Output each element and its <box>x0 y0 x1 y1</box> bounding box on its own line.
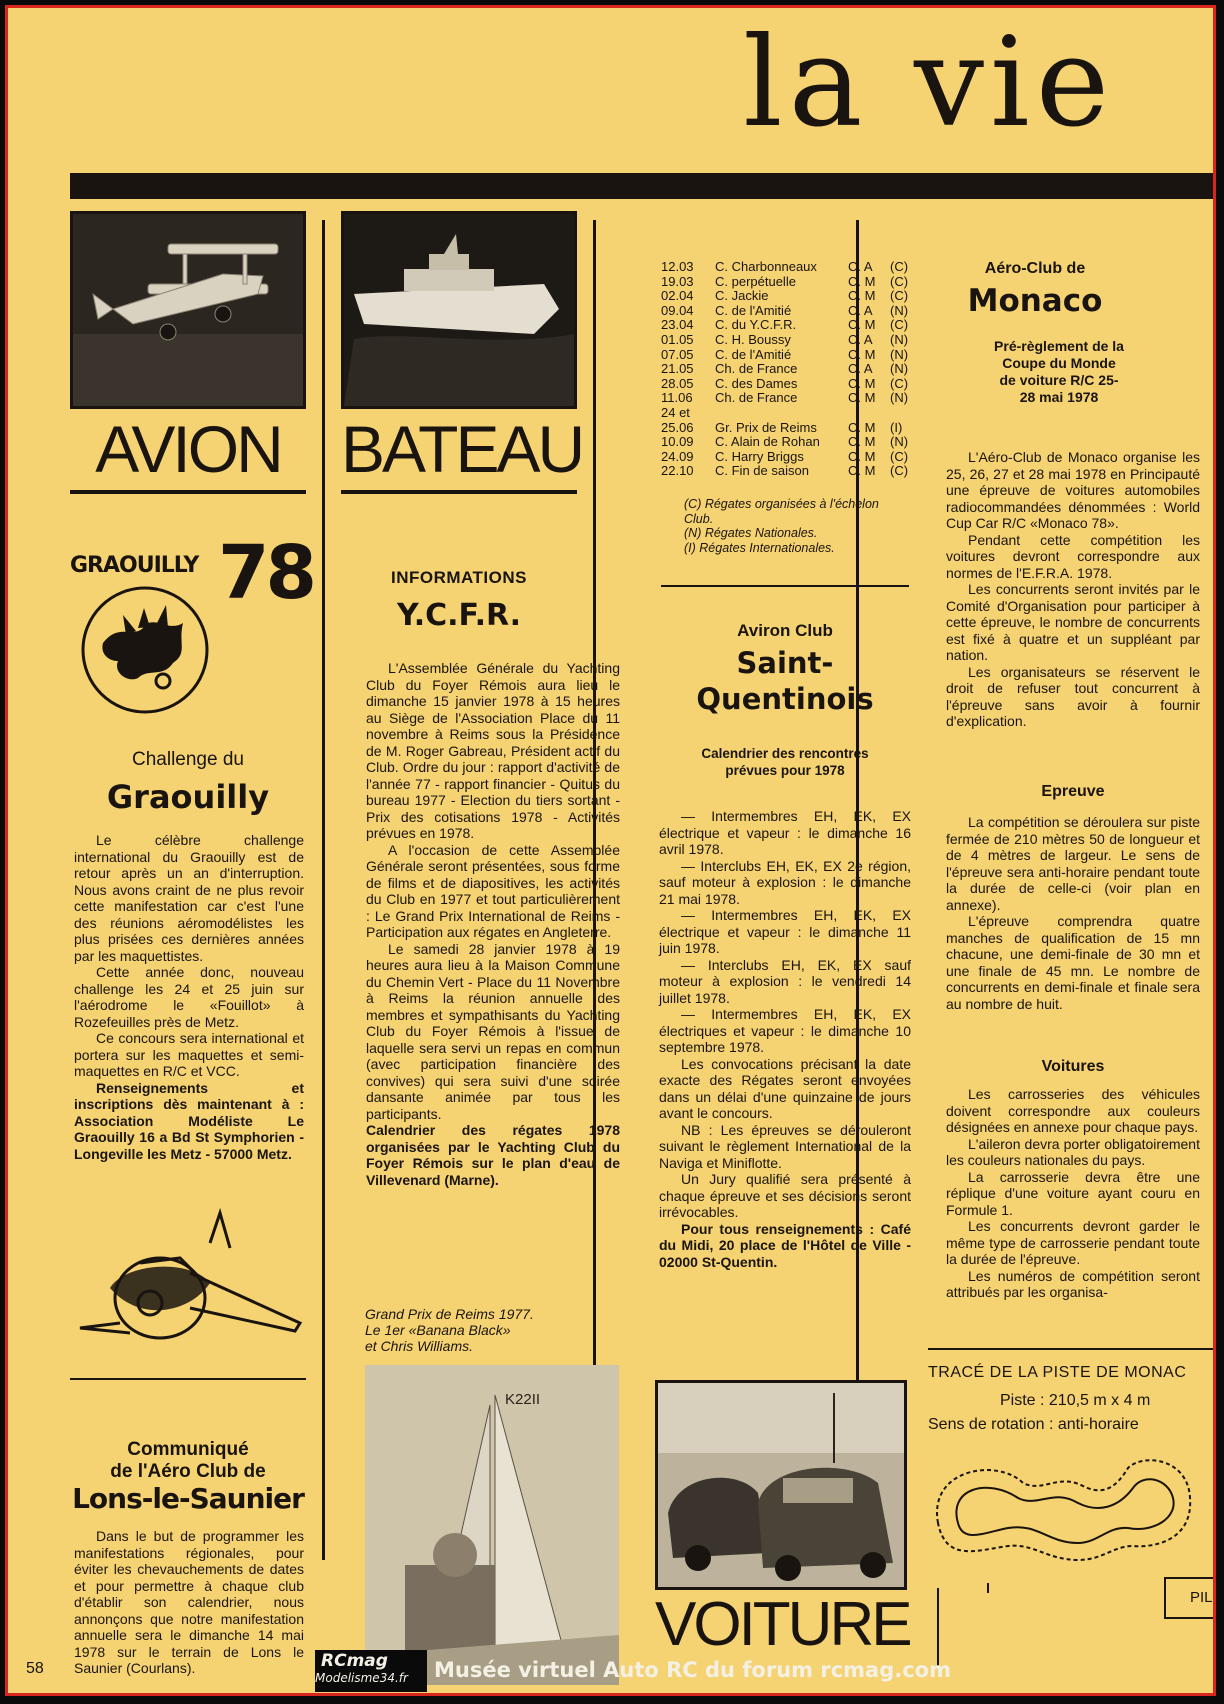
monaco-subtitle: Pré-règlement de la Coupe du Monde de voiture R/C 25-28 mai 1978 <box>994 338 1124 405</box>
motor-yacht-photo-icon <box>344 214 574 406</box>
contact-paragraph: Pour tous renseignements : Café du Midi, 20 place de l'Hôtel de Ville - 02000 St-Quentin. <box>659 1220 911 1270</box>
paragraph: Le samedi 28 janvier 1978 à 19 heures aura lieu à la Maison Commune du Chemin Vert - Place du 11 Novembre à Reims la réunion annuelle des membres et sympathisants du Yachting Club du Foyer Rémois à l'issue de laquelle sera servi un repas en commun (avec participation financière des convives) qui sera suivi d'une soirée dansante animée par tous les participants. <box>366 940 620 1122</box>
section-divider <box>70 1378 306 1380</box>
regatta-row <box>661 289 921 304</box>
aviron-kicker: Aviron Club <box>737 621 833 640</box>
monaco-kicker: Aéro-Club de <box>984 260 1086 277</box>
paragraph: L'aileron devra porter obligatoirement les couleurs nationales du pays. <box>946 1135 1200 1168</box>
footer-logo-top: RCmag <box>321 1651 388 1671</box>
footer-logo-bottom: Modelisme34.fr <box>315 1671 408 1685</box>
paragraph: Les organisateurs se réservent le droit de refuser tout concurrent à l'épreuve sans avoir à fournir d'explication. <box>946 663 1200 729</box>
regatta-row <box>661 260 921 275</box>
regatta-date: 19.03 <box>661 273 694 289</box>
paragraph: Un Jury qualifié sera présenté à chaque épreuve et ses décisions seront irrévocables. <box>659 1171 911 1220</box>
ycfr-kicker: INFORMATIONS <box>390 568 527 587</box>
paragraph: — Intermembres EH, EK, EX électrique et vapeur : le dimanche 11 juin 1978. <box>659 907 911 956</box>
lons-article <box>74 1528 304 1677</box>
regatta-row <box>661 377 921 392</box>
track-box-top <box>928 1348 1216 1350</box>
legend-line: (N) Régates Nationales. <box>684 526 818 541</box>
regatta-date: 21.05 <box>661 361 694 377</box>
section-divider <box>661 585 909 587</box>
paragraph: — Interclubs EH, EK, EX 2e région, sauf moteur à explosion : le dimanche 21 mai 1978. <box>659 857 911 907</box>
regatta-level: (N) <box>890 434 909 450</box>
regatta-row <box>661 421 921 436</box>
paragraph: Les concurrents seront invités par le Comité d'Organisation pour participer à cette épreuve, le nombre de concurrents est fixé à quatre et un suppléant par nation. <box>946 581 1200 663</box>
regatta-category: C. M <box>848 273 876 289</box>
avion-photo <box>70 211 306 409</box>
masthead: la vie <box>743 11 1116 155</box>
track-rotation: Sens de rotation : anti-horaire <box>928 1416 1139 1433</box>
monaco-epreuve <box>946 814 1200 1012</box>
paragraph: Dans le but de programmer les manifestations régionales, pour éviter les chevauchements de dates et pour permettre à chaque club d'établir son calendrier, nous annonçons que notre manifestation annuelle sera le dimanche 14 mai 1978 sur le terrain de Lons le Saunier (Courlans). <box>74 1528 304 1676</box>
regatta-category <box>848 406 890 421</box>
lons-kicker-line1: Communiqué <box>127 1439 249 1460</box>
caption-line: Le 1er «Banana Black» <box>365 1322 511 1338</box>
track-size: Piste : 210,5 m x 4 m <box>1000 1392 1151 1409</box>
regatta-level: (C) <box>890 448 909 464</box>
monaco-voitures <box>946 1086 1200 1301</box>
paragraph: — Intermembres EH, EK, EX électrique et vapeur : le dimanche 16 avril 1978. <box>659 808 911 857</box>
aviron-article <box>659 808 911 1270</box>
ycfr-article <box>366 660 620 1188</box>
dragon-badge-icon <box>78 583 212 717</box>
regatta-event: C. de l'Amitié <box>715 346 792 362</box>
ycfr-photo-caption <box>365 1306 595 1354</box>
regatta-category: C. M <box>848 288 876 304</box>
regatta-level: (C) <box>890 259 909 274</box>
paragraph: La compétition se déroulera sur piste fermée de 210 mètres 50 de longueur et de 4 mètres de largeur. Le sens de l'épreuve sera anti-horaire pendant toute la durée de celle-ci (voir plan en annexe). <box>946 814 1200 913</box>
lons-kicker <box>70 1439 306 1483</box>
graouilly-logo-number: 78 <box>218 530 313 616</box>
regatta-category: C. A <box>848 331 873 347</box>
regatta-legend <box>684 497 894 555</box>
regatta-event: C. Jackie <box>715 288 769 304</box>
paragraph: Le célèbre challenge international du Graouilly est de retour après un an d'interruption. Nous avons craint de ne plus revoir cette manifestation car c'est l'une des réunions aéromodélistes les plus prisées ces dernières années par les maquettistes. <box>74 832 304 964</box>
paragraph: A l'occasion de cette Assemblée Générale seront présentées, sous forme de films et de diapositives, les activités du Club en 1977 et tout particulièrement : Le Grand Prix International de Reims - Participation aux régates en Angleterre. <box>366 841 620 940</box>
footer-logo <box>315 1650 427 1692</box>
regatta-category: C. M <box>848 390 876 406</box>
regatta-level: (C) <box>890 317 909 333</box>
regatta-row <box>661 464 921 479</box>
regatta-row <box>661 362 921 377</box>
regatta-event: C. Fin de saison <box>715 463 809 479</box>
regatta-category: C. M <box>848 448 876 464</box>
page-number: 58 <box>26 1660 44 1677</box>
aviron-title-line1: Saint- <box>736 646 834 680</box>
paragraph: Les carrosseries des véhicules doivent correspondre aux couleurs désignées en annexe pour chaque pays. <box>946 1086 1200 1135</box>
regatta-event: C. perpétuelle <box>715 273 796 289</box>
regatta-date: 25.06 <box>661 419 694 435</box>
regatta-date: 24 et <box>661 404 690 420</box>
regatta-category: C. M <box>848 317 876 333</box>
regatta-category: C. M <box>848 375 876 391</box>
track-map <box>928 1448 1216 1668</box>
regatta-event: C. de l'Amitié <box>715 302 792 318</box>
regatta-row <box>661 391 921 406</box>
regatta-event: C. des Dames <box>715 375 798 391</box>
contact-paragraph: Renseignements et inscriptions dès maintenant à : Association Modéliste Le Graouilly 16 a Bd St Symphorien - Longeville les Metz - 57000 Metz. <box>74 1079 304 1162</box>
regatta-level: (I) <box>890 419 903 435</box>
paragraph: NB : Les épreuves se dérouleront suivant le règlement International de la Naviga et Miniflotte. <box>659 1121 911 1171</box>
regatta-event: C. H. Boussy <box>715 331 791 347</box>
paragraph: L'Aéro-Club de Monaco organise les 25, 26, 27 et 28 mai 1978 en Principauté une épreuve de voitures automobiles radiocommandées dénommées : World Cup Car R/C «Monaco 78». <box>946 449 1200 531</box>
regatta-date: 12.03 <box>661 259 694 274</box>
graouilly-title: Graouilly <box>106 778 270 816</box>
footer-credit: Musée virtuel Auto RC du forum rcmag.com <box>434 1658 951 1682</box>
paragraph: Les convocations précisant la date exacte des Régates seront envoyées dans un délai d'une quinzaine de jours avant le concours. <box>659 1055 911 1121</box>
lons-kicker-line2: de l'Aéro Club de <box>110 1461 266 1482</box>
regatta-level <box>890 406 920 421</box>
monaco-epreuve-heading: Epreuve <box>1041 783 1105 800</box>
regatta-date: 01.05 <box>661 331 694 347</box>
column-divider <box>322 220 325 1560</box>
aviron-title <box>661 645 909 717</box>
regatta-date: 24.09 <box>661 448 694 464</box>
regatta-row <box>661 333 921 348</box>
regatta-date: 09.04 <box>661 302 694 318</box>
graouilly-article <box>74 832 304 1162</box>
paragraph: — Intermembres EH, EK, EX électriques et vapeur : le dimanche 10 septembre 1978. <box>659 1006 911 1055</box>
regatta-row <box>661 348 921 363</box>
regatta-date: 11.06 <box>661 390 693 406</box>
regatta-date: 10.09 <box>661 434 694 450</box>
regatta-event: Ch. de France <box>715 390 798 406</box>
regatta-category: C. A <box>848 302 873 318</box>
fighter-plane-icon <box>70 1203 306 1353</box>
race-cars-photo-icon <box>658 1383 904 1587</box>
sailboat-photo <box>365 1365 619 1685</box>
regatta-level: (N) <box>890 361 909 377</box>
section-underline <box>70 490 306 494</box>
regatta-date: 22.10 <box>661 463 694 479</box>
graouilly-kicker: Challenge du <box>132 749 244 770</box>
regatta-date: 28.05 <box>661 375 694 391</box>
regatta-date: 23.04 <box>661 317 694 333</box>
regatta-category: C. M <box>848 434 876 450</box>
paragraph: La carrosserie devra être une réplique d'une voiture ayant couru en Formule 1. <box>946 1168 1200 1218</box>
regatta-date: 02.04 <box>661 288 694 304</box>
ycfr-title: Y.C.F.R. <box>396 598 522 633</box>
paragraph: L'Assemblée Générale du Yachting Club du Foyer Rémois aura lieu le dimanche 15 janvier 1978 à 15 heures au Siège de l'Association Place du 11 novembre à Reims sous la Présidence de M. Roger Gabreau, Président actif du Club. Ordre du jour : rapport d'activité de l'année 77 - rapport financier - Quitus du bureau 1977 - Election du tiers sortant - Prix des cotisations 1978 - Activités prévues en 1978. <box>366 660 620 841</box>
paragraph: L'épreuve comprendra quatre manches de qualification de 15 mn chacune, une demi-finale de 30 mn et une finale de 45 mn. Le nombre de concurrents en demi-finale et finale sera au nombre de huit. <box>946 913 1200 1012</box>
caption-line: Grand Prix de Reims 1977. <box>365 1306 534 1322</box>
paragraph: Les concurrents devront garder le même type de carrosserie pendant toute la durée de l'épreuve. <box>946 1218 1200 1267</box>
section-avion: AVION <box>95 412 281 486</box>
monaco-voitures-heading: Voitures <box>1041 1058 1105 1075</box>
paragraph: Ce concours sera international et portera sur les maquettes et semi-maquettes en R/C et VCC. <box>74 1030 304 1079</box>
regatta-category: C. M <box>848 463 876 479</box>
sailboat-photo-icon <box>365 1365 619 1685</box>
regatta-row <box>661 275 921 290</box>
regatta-row <box>661 450 921 465</box>
monaco-article <box>946 449 1200 730</box>
regatta-event: C. Harry Briggs <box>715 448 804 464</box>
track-pit-label: PIL <box>1190 1589 1213 1606</box>
regatta-event: Ch. de France <box>715 361 798 377</box>
graouilly-badge <box>78 583 212 717</box>
caption-line: et Chris Williams. <box>365 1338 473 1354</box>
regatta-row <box>661 318 921 333</box>
regatta-row <box>661 304 921 319</box>
regatta-level: (N) <box>890 346 909 362</box>
voiture-photo <box>655 1380 907 1590</box>
masthead-rule <box>70 173 1216 199</box>
aviron-title-line2: Quentinois <box>696 682 874 716</box>
monaco-title: Monaco <box>967 283 1103 319</box>
track-title: TRACÉ DE LA PISTE DE MONAC <box>928 1364 1187 1381</box>
calendar-intro: Calendrier des régates 1978 organisées par le Yachting Club du Foyer Rémois sur le plan d'eau de Villevenard (Marne). <box>366 1122 620 1188</box>
regatta-rows <box>661 260 921 479</box>
graouilly-logo-word: GRAOUILLY <box>70 553 199 578</box>
regatta-level: (N) <box>890 302 909 318</box>
regatta-level: (N) <box>890 331 909 347</box>
regatta-date: 07.05 <box>661 346 694 362</box>
bateau-photo <box>341 211 577 409</box>
section-bateau: BATEAU <box>341 412 583 486</box>
plane-drawing <box>70 1203 306 1353</box>
magazine-page <box>5 5 1216 1696</box>
regatta-category: C. M <box>848 419 876 435</box>
regatta-category: C. A <box>848 259 873 274</box>
regatta-event <box>715 406 848 421</box>
regatta-row <box>661 406 921 421</box>
regatta-level: (C) <box>890 273 909 289</box>
regatta-level: (C) <box>890 288 909 304</box>
regatta-event: Gr. Prix de Reims <box>715 419 817 435</box>
biplane-photo-icon <box>73 214 303 406</box>
paragraph: — Interclubs EH, EK, EX sauf moteur à explosion : le vendredi 14 juillet 1978. <box>659 956 911 1006</box>
regatta-row <box>661 435 921 450</box>
section-voiture: VOITURE <box>655 1590 910 1659</box>
regatta-event: C. Charbonneaux <box>715 259 817 274</box>
paragraph: Pendant cette compétition les voitures devront correspondre aux normes de l'E.F.R.A. 1978. <box>946 531 1200 581</box>
paragraph: Cette année donc, nouveau challenge les 24 et 25 juin sur l'aérodrome le «Fouillot» à Rozefeuilles près de Metz. <box>74 964 304 1030</box>
regatta-category: C. M <box>848 346 876 362</box>
regatta-event: C. Alain de Rohan <box>715 434 820 450</box>
regatta-level: (N) <box>890 390 909 406</box>
regatta-category: C. A <box>848 361 873 377</box>
legend-line: (I) Régates Internationales. <box>684 540 835 555</box>
legend-line: (C) Régates organisées à l'échelon Club. <box>684 497 879 526</box>
section-underline <box>341 490 577 494</box>
aviron-subtitle: Calendrier des rencontres prévues pour 1978 <box>701 746 869 778</box>
track-layout-icon <box>928 1448 1216 1668</box>
regatta-level: (C) <box>890 463 909 479</box>
regatta-event: C. du Y.C.F.R. <box>715 317 797 333</box>
sail-number: K22II <box>505 1391 541 1408</box>
paragraph: Les numéros de compétition seront attribués par les organisa- <box>946 1267 1200 1300</box>
regatta-calendar <box>661 260 921 479</box>
lons-title: Lons-le-Saunier <box>72 1482 304 1515</box>
regatta-level: (C) <box>890 375 909 391</box>
